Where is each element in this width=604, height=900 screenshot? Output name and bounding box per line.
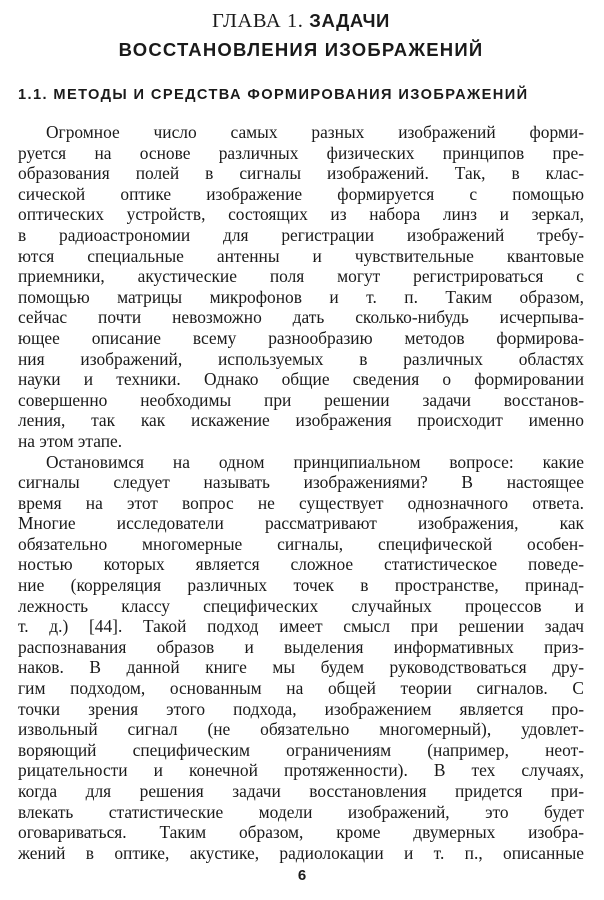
chapter-prefix: ГЛАВА 1. [212,10,304,32]
text-line: влекать статистические модели изображений, это будет [18,801,584,822]
text-line: помощью матрицы микрофонов и т. п. Таким образом, [18,286,584,307]
chapter-title-line-1 [18,6,584,36]
text-line: ние (корреляция различных точек в пространстве, принад- [18,575,584,596]
text-line: в радиоастрономии для регистрации изображений требу- [18,224,584,245]
text-line: оговариваться. Таким образом, кроме двумерных изобра- [18,822,584,843]
text-line: ления, так как искажение изображения происходит именно [18,410,584,431]
text-line: ются специальные антенны и чувствительные квантовые [18,245,584,266]
text-line: сической оптике изображение формируется с помощью [18,183,584,204]
page-number: 6 [297,867,307,884]
text-line: обязательно многомерные сигналы, специфической особен- [18,533,584,554]
text-line: наков. В данной книге мы будем руководствоваться дру- [18,657,584,678]
text-line: точки зрения этого подхода, изображением является про- [18,698,584,719]
text-line: руется на основе различных физических принципов пре- [18,142,584,163]
text-line: когда для решения задачи восстановления придется при- [18,781,584,801]
text-line: оптических устройств, состоящих из набора линз и зеркал, [18,204,584,225]
text-line: извольный сигнал (не обязательно многомерный), удовлет- [18,719,584,740]
text-line: образования полей в сигналы изображений. Так, в клас- [18,163,584,184]
section-title: 1.1. МЕТОДЫ И СРЕДСТВА ФОРМИРОВАНИЯ ИЗОБРАЖЕНИЙ [18,87,529,103]
text-line: сейчас почти невозможно дать сколько-нибудь исчерпыва- [18,307,584,328]
text-line: лежность классу специфических случайных процессов и [18,595,584,616]
text-line: т. д.) [44]. Такой подход имеет смысл при решении задач [18,616,584,637]
chapter-title-part-1: ЗАДАЧИ [309,10,390,31]
text-line: Остановимся на одном принципиальном вопросе: какие [46,451,584,472]
text-line: распознавания образов и выделения информативных приз- [18,636,584,657]
chapter-title [18,4,584,63]
text-line: гим подходом, основанным на общей теории сигналов. С [18,678,584,699]
text-line: приемники, акустические поля могут регистрироваться с [18,266,584,287]
text-line: время на этот вопрос не существует однозначного ответа. [18,492,584,513]
text-line: Огромное число самых разных изображений форми- [46,122,584,142]
paragraph-1 [18,122,584,452]
chapter-title-line-2: ВОССТАНОВЛЕНИЯ ИЗОБРАЖЕНИЙ [118,39,484,60]
text-line: воряющий специфическим ограничениям (например, неот- [18,739,584,760]
text-line: рицательности и конечной протяженности). В тех случаях, [18,760,584,781]
text-line: ющее описание всему разнообразию методов формирова- [18,327,584,348]
text-line: сигналы следует называть изображениями? В настоящее [18,472,584,493]
text-line: науки и техники. Однако общие сведения о формировании [18,369,584,390]
paragraph-2 [18,452,584,864]
text-line: на этом этапе. [18,430,123,451]
text-line: жений в оптике, акустике, радиолокации и т. п., описанные [18,842,584,863]
text-line: ния изображений, используемых в различных областях [18,348,584,369]
body-text [18,122,584,863]
text-line: совершенно необходимы при решении задачи восстанов- [18,389,584,410]
text-line: Многие исследователи рассматривают изображения, как [18,513,584,534]
text-line: ностью которых является сложное статистическое поведе- [18,554,584,575]
